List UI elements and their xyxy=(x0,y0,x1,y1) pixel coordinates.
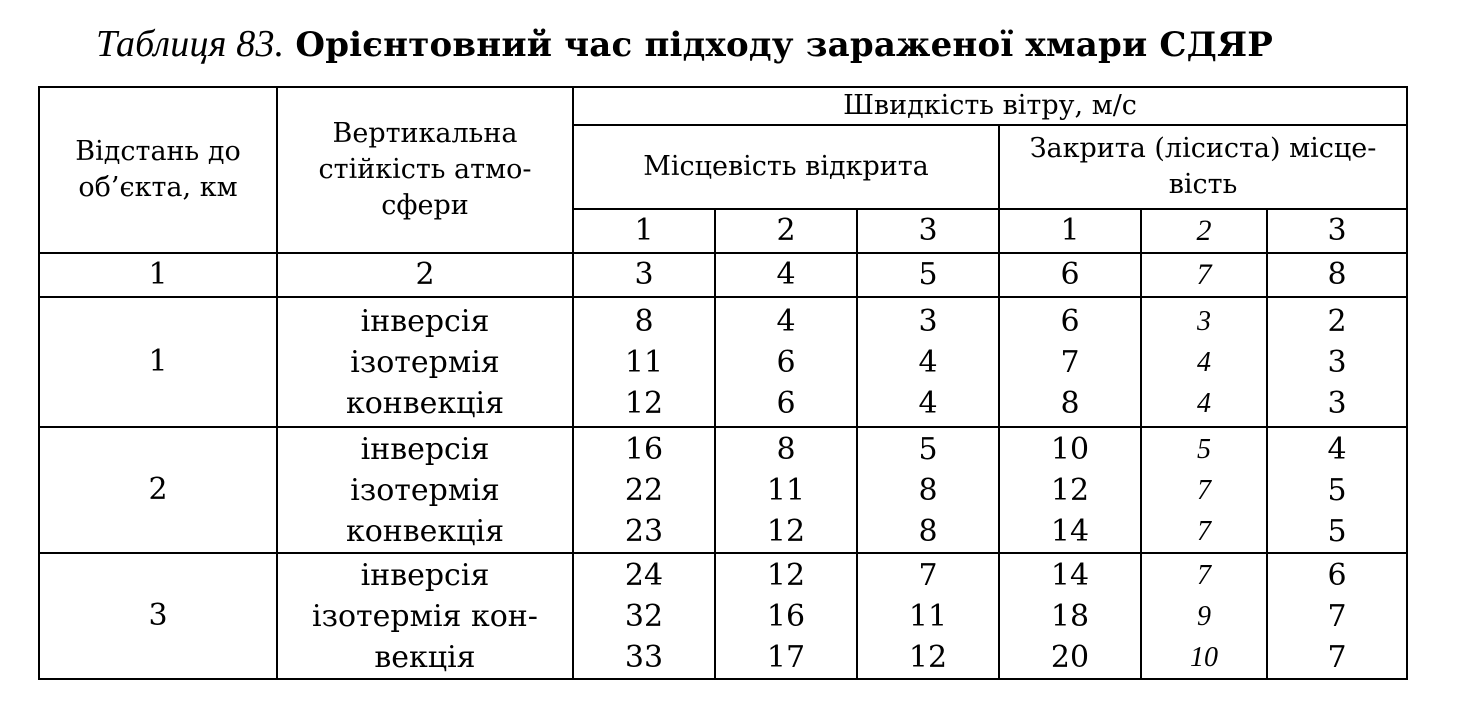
value: 24 xyxy=(624,557,664,593)
header-closed-terrain: Закрита (лісиста) місце-вість xyxy=(999,125,1407,209)
value: 7 xyxy=(1327,598,1347,634)
value-cell xyxy=(999,553,1141,679)
table-row xyxy=(39,297,1407,427)
value: 8 xyxy=(634,303,654,339)
value: 11 xyxy=(766,472,806,508)
value: 12 xyxy=(1050,472,1090,508)
value-cell xyxy=(715,427,857,553)
value: 33 xyxy=(624,639,664,675)
header-open-terrain: Місцевість відкрита xyxy=(573,125,999,209)
value: 7 xyxy=(1060,344,1080,380)
value: 7 xyxy=(1197,559,1211,591)
stability-cell xyxy=(277,553,573,679)
column-number: 5 xyxy=(857,253,999,297)
column-number: 6 xyxy=(999,253,1141,297)
value: 4 xyxy=(776,303,796,339)
value-cell xyxy=(573,553,715,679)
wind-value: 1 xyxy=(573,209,715,253)
value-cell xyxy=(715,297,857,427)
stability-label: інверсія xyxy=(360,431,490,467)
wind-value: 1 xyxy=(999,209,1141,253)
value: 14 xyxy=(1050,513,1090,549)
value: 6 xyxy=(1327,557,1347,593)
value: 6 xyxy=(776,385,796,421)
caption-prefix: Таблиця 83. xyxy=(96,23,285,65)
header-stability: Вертикальна стійкість атмо-сфери xyxy=(277,87,573,253)
value: 32 xyxy=(624,598,664,634)
value: 11 xyxy=(624,344,664,380)
value: 5 xyxy=(918,431,938,467)
value-cell xyxy=(1141,553,1267,679)
value-cell xyxy=(573,427,715,553)
value-cell xyxy=(999,297,1141,427)
wind-value: 3 xyxy=(857,209,999,253)
column-number: 2 xyxy=(277,253,573,297)
value: 3 xyxy=(1327,344,1347,380)
value: 5 xyxy=(1327,513,1347,549)
value: 20 xyxy=(1050,639,1090,675)
value: 4 xyxy=(1197,346,1211,378)
stability-label: ізотермія кон- xyxy=(312,598,538,634)
distance-cell: 1 xyxy=(39,297,277,427)
stability-label: конвекція xyxy=(345,385,504,421)
value: 10 xyxy=(1050,431,1090,467)
value-cell xyxy=(1267,553,1407,679)
value-cell xyxy=(857,553,999,679)
column-number: 7 xyxy=(1141,253,1267,297)
value-cell xyxy=(573,297,715,427)
data-table xyxy=(38,86,1408,680)
header-distance: Відстань до об’єкта, км xyxy=(39,87,277,253)
value: 8 xyxy=(918,513,938,549)
value: 6 xyxy=(1060,303,1080,339)
value: 3 xyxy=(1327,385,1347,421)
value: 4 xyxy=(1197,387,1211,419)
value: 4 xyxy=(918,385,938,421)
value: 4 xyxy=(918,344,938,380)
value: 12 xyxy=(624,385,664,421)
stability-label: інверсія xyxy=(360,303,490,339)
wind-value: 2 xyxy=(1141,209,1267,253)
value-cell xyxy=(1267,297,1407,427)
stability-label: ізотермія xyxy=(350,344,500,380)
column-number: 8 xyxy=(1267,253,1407,297)
caption-title: Орієнтовний час підходу зараженої хмари СДЯР xyxy=(295,25,1274,65)
value: 5 xyxy=(1327,472,1347,508)
value: 6 xyxy=(776,344,796,380)
value-cell xyxy=(857,297,999,427)
value: 8 xyxy=(918,472,938,508)
value: 17 xyxy=(766,639,806,675)
header-wind-speed: Швидкість вітру, м/с xyxy=(573,87,1407,125)
value: 12 xyxy=(766,557,806,593)
distance-cell: 2 xyxy=(39,427,277,553)
value: 10 xyxy=(1190,641,1218,673)
value: 3 xyxy=(1197,305,1211,337)
value: 5 xyxy=(1197,433,1211,465)
value: 7 xyxy=(1327,639,1347,675)
value: 7 xyxy=(918,557,938,593)
stability-label: векція xyxy=(374,639,476,675)
value-cell xyxy=(1141,427,1267,553)
table-row xyxy=(39,427,1407,553)
value: 3 xyxy=(918,303,938,339)
value-cell xyxy=(999,427,1141,553)
value-cell xyxy=(1267,427,1407,553)
value: 7 xyxy=(1197,515,1211,547)
stability-label: конвекція xyxy=(345,513,504,549)
value: 16 xyxy=(624,431,664,467)
value: 22 xyxy=(624,472,664,508)
wind-value: 2 xyxy=(715,209,857,253)
column-number: 4 xyxy=(715,253,857,297)
value: 4 xyxy=(1327,431,1347,467)
column-number: 3 xyxy=(573,253,715,297)
value: 8 xyxy=(1060,385,1080,421)
stability-label: ізотермія xyxy=(350,472,500,508)
value: 9 xyxy=(1197,600,1211,632)
distance-cell: 3 xyxy=(39,553,277,679)
wind-value: 3 xyxy=(1267,209,1407,253)
value-cell xyxy=(715,553,857,679)
value-cell xyxy=(1141,297,1267,427)
table-caption xyxy=(96,14,1273,74)
column-number: 1 xyxy=(39,253,277,297)
value: 8 xyxy=(776,431,796,467)
value: 11 xyxy=(908,598,948,634)
stability-label: інверсія xyxy=(360,557,490,593)
value: 14 xyxy=(1050,557,1090,593)
value-cell xyxy=(857,427,999,553)
value: 2 xyxy=(1327,303,1347,339)
value: 18 xyxy=(1050,598,1090,634)
value: 12 xyxy=(908,639,948,675)
value: 12 xyxy=(766,513,806,549)
stability-cell xyxy=(277,297,573,427)
value: 7 xyxy=(1197,474,1211,506)
table-row xyxy=(39,553,1407,679)
stability-cell xyxy=(277,427,573,553)
value: 23 xyxy=(624,513,664,549)
value: 16 xyxy=(766,598,806,634)
